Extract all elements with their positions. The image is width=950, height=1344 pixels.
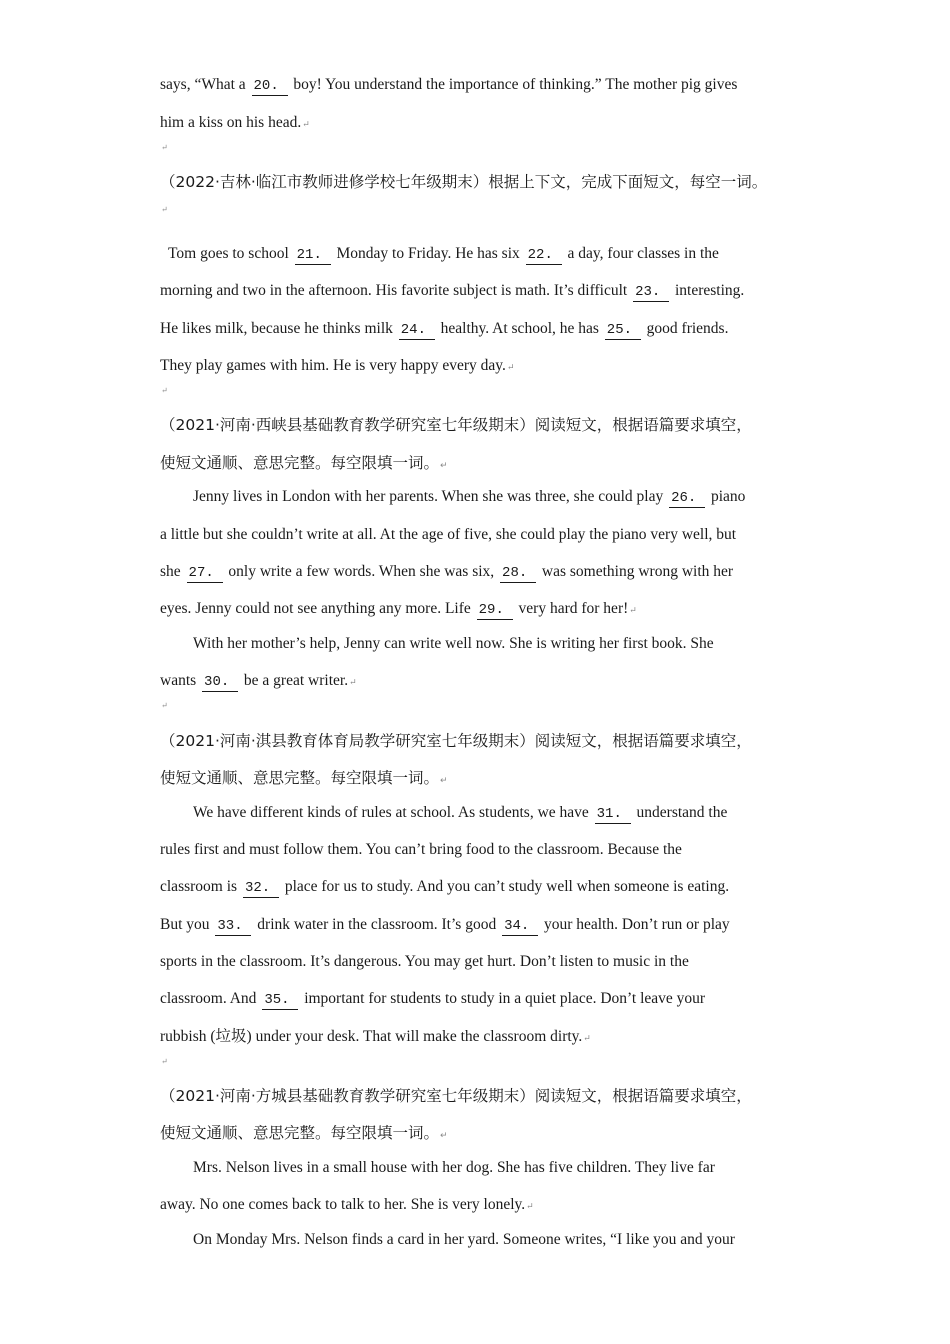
blank-28[interactable]: 28. [500, 565, 536, 583]
section-header: （2021·河南·西峡县基础教育教学研究室七年级期末）阅读短文，根据语篇要求填空， [160, 416, 752, 434]
blank-22[interactable]: 22. [526, 247, 562, 265]
passage-line: wants 30. be a great writer.↵ [160, 672, 357, 690]
section-header: （2021·河南·淇县教育体育局教学研究室七年级期末）阅读短文，根据语篇要求填空， [160, 732, 752, 750]
paragraph-mark-icon: ↵ [526, 1201, 534, 1211]
paragraph-mark-icon: ↵ [440, 461, 448, 471]
section-header: 使短文通顺、意思完整。每空限填一词。↵ [160, 1124, 448, 1142]
paragraph-mark-icon: ↵ [161, 701, 168, 710]
section-header: （2021·河南·方城县基础教育教学研究室七年级期末）阅读短文，根据语篇要求填空， [160, 1087, 752, 1105]
passage-line: she 27. only write a few words. When she was six, 28. was something wrong with her [160, 563, 734, 581]
passage-line: eyes. Jenny could not see anything any more. Life 29. very hard for her!↵ [160, 600, 637, 618]
blank-21[interactable]: 21. [295, 247, 331, 265]
blank-25[interactable]: 25. [605, 322, 641, 340]
blank-23[interactable]: 23. [633, 284, 669, 302]
paragraph-mark-icon: ↵ [440, 1131, 448, 1141]
paragraph-mark-icon: ↵ [349, 677, 357, 687]
passage-line: morning and two in the afternoon. His favorite subject is math. It’s difficult 23. interesting. [160, 282, 745, 300]
paragraph-mark-icon: ↵ [161, 205, 168, 214]
section-header: 使短文通顺、意思完整。每空限填一词。↵ [160, 454, 448, 472]
passage-line: classroom. And 35. important for students to study in a quiet place. Don’t leave your [160, 990, 706, 1008]
blank-26[interactable]: 26. [669, 490, 705, 508]
blank-35[interactable]: 35. [262, 992, 298, 1010]
blank-33[interactable]: 33. [215, 918, 251, 936]
blank-31[interactable]: 31. [595, 806, 631, 824]
section-header: （2022·吉林·临江市教师进修学校七年级期末）根据上下文，完成下面短文，每空一词。 [160, 173, 768, 191]
passage-line: They play games with him. He is very happy every day.↵ [160, 357, 515, 374]
paragraph-mark-icon: ↵ [440, 776, 448, 786]
passage-line: him a kiss on his head.↵ [160, 114, 310, 131]
paragraph-mark-icon: ↵ [629, 605, 637, 615]
passage-line: We have different kinds of rules at school. As students, we have 31. understand the [193, 804, 728, 822]
passage-line: sports in the classroom. It’s dangerous. You may get hurt. Don’t listen to music in the [160, 953, 689, 970]
passage-line: away. No one comes back to talk to her. She is very lonely.↵ [160, 1196, 534, 1213]
paragraph-mark-icon: ↵ [583, 1033, 591, 1043]
blank-20[interactable]: 20. [252, 78, 288, 96]
passage-line: He likes milk, because he thinks milk 24. healthy. At school, he has 25. good friends. [160, 320, 729, 338]
blank-34[interactable]: 34. [502, 918, 538, 936]
paragraph-mark-icon: ↵ [161, 143, 168, 152]
blank-29[interactable]: 29. [477, 602, 513, 620]
passage-line: rules first and must follow them. You can’t bring food to the classroom. Because the [160, 841, 682, 858]
paragraph-mark-icon: ↵ [161, 386, 168, 395]
passage-line: Mrs. Nelson lives in a small house with her dog. She has five children. They live far [193, 1159, 715, 1176]
paragraph-mark-icon: ↵ [302, 119, 310, 129]
blank-27[interactable]: 27. [187, 565, 223, 583]
passage-line: says, “What a 20. boy! You understand the importance of thinking.” The mother pig gives [160, 76, 738, 94]
passage-line: Tom goes to school 21. Monday to Friday. He has six 22. a day, four classes in the [168, 245, 719, 263]
paragraph-mark-icon: ↵ [506, 362, 515, 372]
blank-32[interactable]: 32. [243, 880, 279, 898]
blank-24[interactable]: 24. [399, 322, 435, 340]
paragraph-mark-icon: ↵ [161, 1057, 168, 1066]
passage-line: classroom is 32. place for us to study. And you can’t study well when someone is eating. [160, 878, 730, 896]
passage-line: With her mother’s help, Jenny can write well now. She is writing her first book. She [193, 635, 714, 652]
section-header: 使短文通顺、意思完整。每空限填一词。↵ [160, 769, 448, 787]
passage-line: Jenny lives in London with her parents. When she was three, she could play 26. piano [193, 488, 746, 506]
passage-line: a little but she couldn’t write at all. At the age of five, she could play the piano very well, but [160, 526, 737, 543]
passage-line: rubbish (垃圾) under your desk. That will make the classroom dirty.↵ [160, 1028, 591, 1045]
passage-line: On Monday Mrs. Nelson finds a card in her yard. Someone writes, “I like you and your [193, 1231, 735, 1248]
passage-line: But you 33. drink water in the classroom. It’s good 34. your health. Don’t run or play [160, 916, 730, 934]
blank-30[interactable]: 30. [202, 674, 238, 692]
